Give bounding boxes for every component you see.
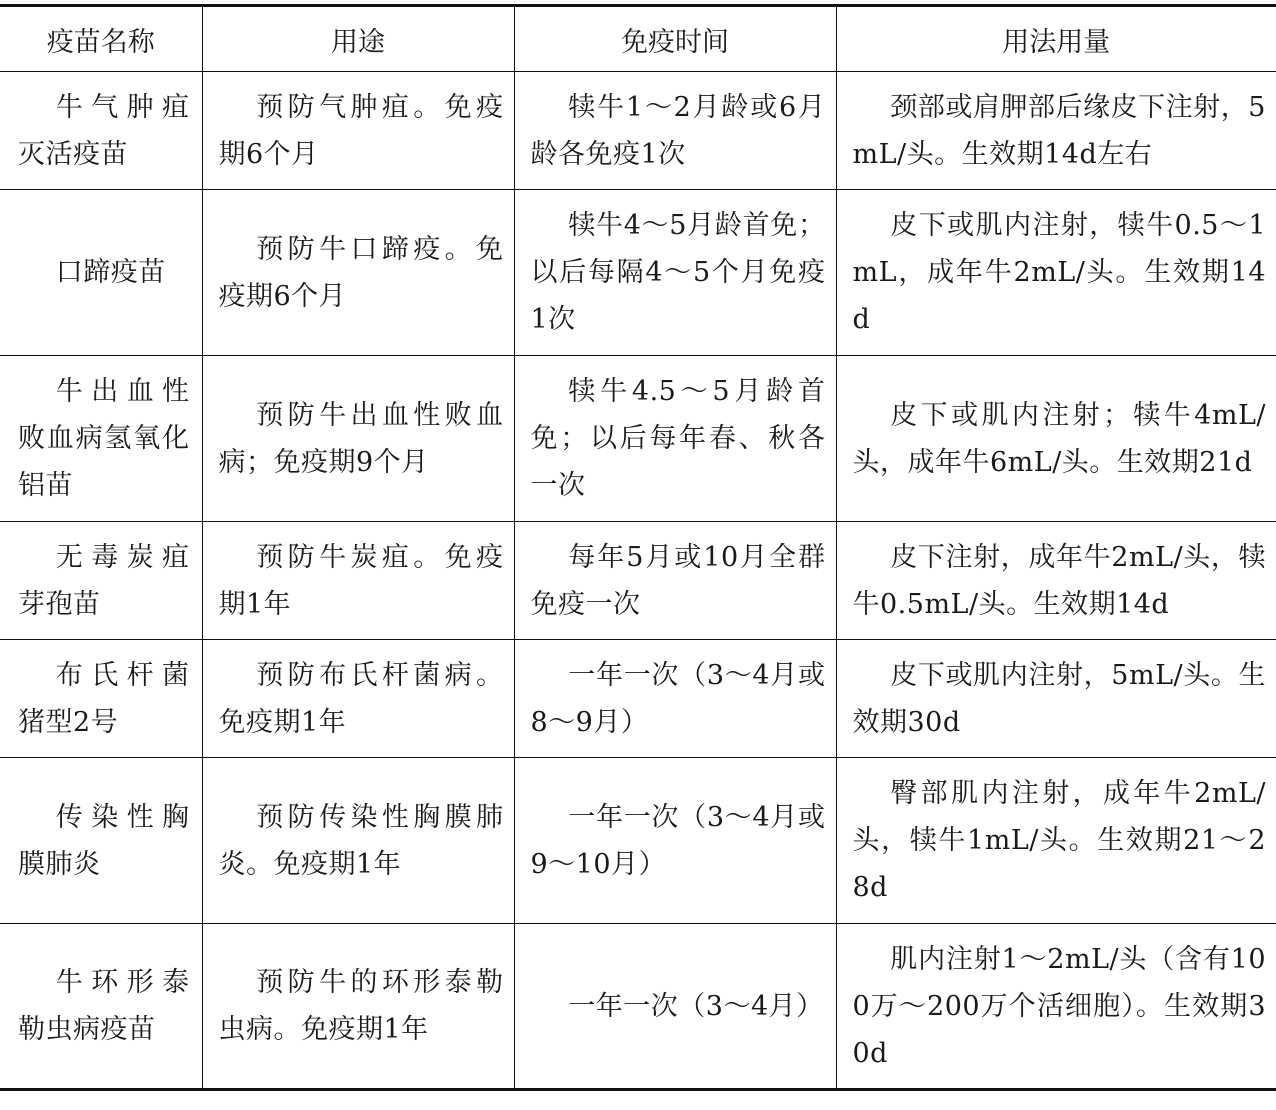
cell-vaccine-name: 传染性胸膜肺炎: [0, 758, 202, 924]
cell-vaccine-name: 布氏杆菌猪型2号: [0, 640, 202, 758]
cell-dosage: 皮下或肌内注射；犊牛4mL/头，成年牛6mL/头。生效期21d: [836, 356, 1276, 522]
cell-use: 预防牛口蹄疫。免疫期6个月: [202, 190, 514, 356]
cell-immunization-time: 每年5月或10月全群免疫一次: [514, 522, 836, 640]
cell-dosage: 皮下或肌内注射，5mL/头。生效期30d: [836, 640, 1276, 758]
cell-use: 预防牛的环形泰勒虫病。免疫期1年: [202, 924, 514, 1090]
cell-dosage: 颈部或肩胛部后缘皮下注射，5mL/头。生效期14d左右: [836, 72, 1276, 190]
cell-dosage: 臀部肌内注射，成年牛2mL/头，犊牛1mL/头。生效期21～28d: [836, 758, 1276, 924]
table-row: [0, 522, 1276, 640]
table-row: [0, 72, 1276, 190]
vaccine-table: [0, 4, 1276, 1091]
cell-vaccine-name: 牛出血性败血病氢氧化铝苗: [0, 356, 202, 522]
cell-immunization-time: 犊牛1～2月龄或6月龄各免疫1次: [514, 72, 836, 190]
cell-immunization-time: 犊牛4.5～5月龄首免；以后每年春、秋各一次: [514, 356, 836, 522]
cell-immunization-time: 犊牛4～5月龄首免；以后每隔4～5个月免疫1次: [514, 190, 836, 356]
cell-immunization-time: 一年一次（3～4月或9～10月）: [514, 758, 836, 924]
cell-vaccine-name: 无毒炭疽芽孢苗: [0, 522, 202, 640]
header-immunization-time: 免疫时间: [514, 6, 836, 72]
cell-vaccine-name: 口蹄疫苗: [0, 190, 202, 356]
header-dosage: 用法用量: [836, 6, 1276, 72]
table-row: [0, 640, 1276, 758]
cell-immunization-time: 一年一次（3～4月）: [514, 924, 836, 1090]
cell-dosage: 皮下或肌内注射，犊牛0.5～1mL，成年牛2mL/头。生效期14d: [836, 190, 1276, 356]
cell-immunization-time: 一年一次（3～4月或8～9月）: [514, 640, 836, 758]
vaccine-table-container: [0, 4, 1276, 1091]
table-body: [0, 72, 1276, 1090]
table-row: [0, 356, 1276, 522]
cell-use: 预防气肿疽。免疫期6个月: [202, 72, 514, 190]
table-row: [0, 190, 1276, 356]
cell-use: 预防传染性胸膜肺炎。免疫期1年: [202, 758, 514, 924]
table-row: [0, 924, 1276, 1090]
table-row: [0, 758, 1276, 924]
cell-use: 预防牛出血性败血病；免疫期9个月: [202, 356, 514, 522]
cell-use: 预防布氏杆菌病。免疫期1年: [202, 640, 514, 758]
cell-vaccine-name: 牛环形泰勒虫病疫苗: [0, 924, 202, 1090]
table-header: [0, 6, 1276, 72]
header-row: [0, 6, 1276, 72]
cell-dosage: 皮下注射，成年牛2mL/头，犊牛0.5mL/头。生效期14d: [836, 522, 1276, 640]
header-vaccine-name: 疫苗名称: [0, 6, 202, 72]
header-use: 用途: [202, 6, 514, 72]
cell-dosage: 肌内注射1～2mL/头（含有100万～200万个活细胞）。生效期30d: [836, 924, 1276, 1090]
cell-vaccine-name: 牛气肿疽灭活疫苗: [0, 72, 202, 190]
cell-use: 预防牛炭疽。免疫期1年: [202, 522, 514, 640]
